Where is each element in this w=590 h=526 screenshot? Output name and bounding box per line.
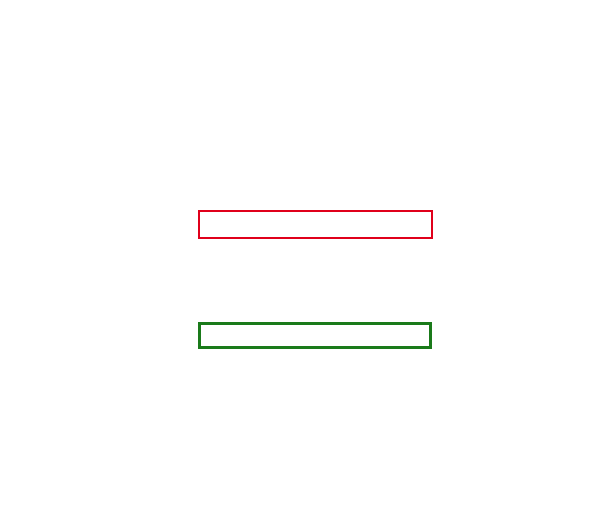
headline-highlight-box <box>198 322 432 349</box>
nominal-highlight-box <box>198 210 433 239</box>
